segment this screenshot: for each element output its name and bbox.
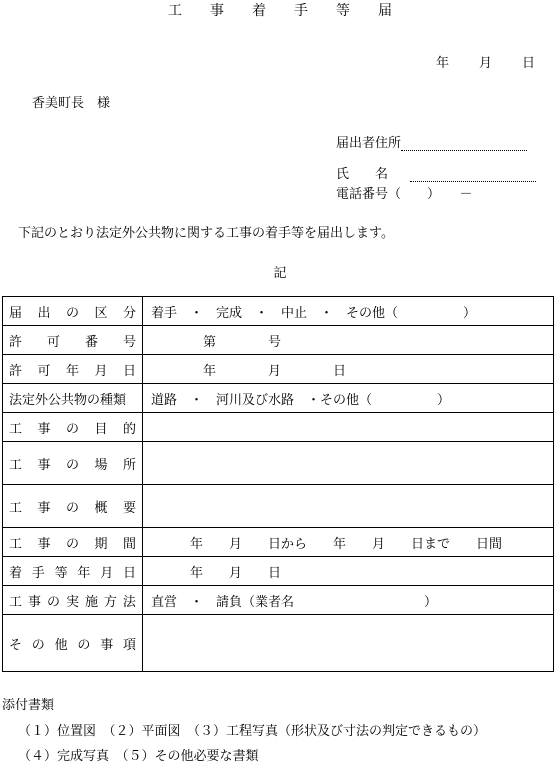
title-char: 届 — [378, 3, 392, 19]
label-char: 他 — [54, 637, 68, 653]
applicant-address-label: 届出者住所 — [336, 136, 402, 151]
row-label-text — [9, 562, 136, 581]
row-label — [3, 615, 143, 672]
row-label — [3, 297, 143, 326]
title-char: 工 — [168, 3, 182, 19]
label-char: の — [65, 305, 79, 321]
label-char: 所 — [122, 457, 136, 473]
row-label-text — [9, 418, 136, 437]
row-value[interactable] — [143, 413, 554, 442]
label-char: の — [65, 421, 79, 437]
row-value[interactable] — [143, 615, 554, 672]
label-char: の — [46, 594, 60, 610]
label-char: 事 — [37, 457, 51, 473]
row-value[interactable]: 直営 ・ 請負（業者名 ） — [143, 586, 554, 615]
row-label-text — [9, 331, 136, 350]
row-value[interactable]: 道路 ・ 河川及び水路 ・その他（ ） — [143, 384, 554, 413]
date-month: 月 — [479, 56, 493, 71]
row-label-text — [9, 634, 136, 653]
label-char: 号 — [122, 334, 136, 350]
title-char: 事 — [210, 3, 224, 19]
label-char: 届 — [9, 305, 23, 321]
row-label — [3, 413, 143, 442]
label-char: 要 — [122, 500, 136, 516]
applicant-address-row — [336, 132, 527, 151]
label-char: 事 — [37, 421, 51, 437]
title-char: 手 — [294, 3, 308, 19]
date-day: 日 — [522, 56, 536, 71]
label-char: 区 — [94, 305, 108, 321]
label-char: 可 — [46, 334, 60, 350]
row-value[interactable] — [143, 442, 554, 485]
label-char: 年 — [65, 363, 79, 379]
title-char: 等 — [336, 3, 350, 19]
label-char: 出 — [37, 305, 51, 321]
label-char: 年 — [77, 565, 91, 581]
label-char: 月 — [94, 363, 108, 379]
label-char: 事 — [37, 536, 51, 552]
row-label-text: 法定外公共物の種類 — [9, 392, 127, 408]
table-row — [3, 528, 554, 557]
row-label — [3, 355, 143, 384]
row-label-text — [9, 497, 136, 516]
row-label — [3, 384, 143, 413]
row-value[interactable]: 年 月 日 — [143, 557, 554, 586]
applicant-phone-label: 電話番号（ ） － — [336, 187, 473, 202]
table-row — [3, 326, 554, 355]
document-title — [0, 0, 560, 20]
notification-table — [2, 296, 554, 672]
label-char: の — [77, 637, 91, 653]
row-value[interactable]: 着手 ・ 完成 ・ 中止 ・ その他（ ） — [143, 297, 554, 326]
label-char: 許 — [9, 363, 23, 379]
row-label — [3, 586, 143, 615]
label-char: 可 — [37, 363, 51, 379]
applicant-name-field[interactable] — [410, 167, 536, 182]
applicant-address-field[interactable] — [401, 136, 527, 151]
date-line — [436, 52, 560, 71]
label-char: 等 — [54, 565, 68, 581]
table-row — [3, 586, 554, 615]
row-label-text — [9, 360, 136, 379]
label-char: 事 — [37, 500, 51, 516]
label-char: 工 — [9, 457, 23, 473]
table-row — [3, 615, 554, 672]
row-label — [3, 326, 143, 355]
attachments-line-2: （４）完成写真 （５）その他必要な書類 — [18, 749, 259, 764]
label-char: の — [65, 500, 79, 516]
row-label — [3, 557, 143, 586]
row-label-text — [9, 302, 136, 321]
label-char: 事 — [27, 594, 41, 610]
label-char: そ — [9, 637, 23, 653]
label-char: の — [65, 536, 79, 552]
row-label — [3, 442, 143, 485]
applicant-name-row — [336, 163, 536, 182]
row-label-text — [9, 533, 136, 552]
row-label-text — [9, 591, 136, 610]
date-year: 年 — [436, 56, 450, 71]
label-char: 着 — [9, 565, 23, 581]
label-char: 期 — [94, 536, 108, 552]
label-char: 法 — [122, 594, 136, 610]
label-char: 日 — [122, 363, 136, 379]
label-char: 的 — [122, 421, 136, 437]
label-char: 工 — [9, 536, 23, 552]
label-char: 事 — [100, 637, 114, 653]
label-char: 方 — [103, 594, 117, 610]
intro-text: 下記のとおり法定外公共物に関する工事の着手等を届出します。 — [18, 226, 394, 241]
table-row — [3, 442, 554, 485]
table-row — [3, 384, 554, 413]
addressee: 香美町長 様 — [32, 96, 111, 111]
table-row — [3, 297, 554, 326]
label-char: 工 — [9, 500, 23, 516]
label-char: 工 — [9, 594, 23, 610]
label-char: 手 — [31, 565, 45, 581]
applicant-name-label: 氏 名 — [336, 167, 389, 182]
label-char: 許 — [9, 334, 23, 350]
row-label-text — [9, 454, 136, 473]
label-char: の — [65, 457, 79, 473]
label-char: 日 — [122, 565, 136, 581]
row-value[interactable]: 第 号 — [143, 326, 554, 355]
label-char: 間 — [122, 536, 136, 552]
table-row — [3, 355, 554, 384]
row-value[interactable]: 年 月 日 — [143, 355, 554, 384]
row-value[interactable]: 年 月 日から 年 月 日まで 日間 — [143, 528, 554, 557]
table-row — [3, 557, 554, 586]
label-char: 施 — [84, 594, 98, 610]
label-char: の — [31, 637, 45, 653]
ki-heading: 記 — [273, 266, 287, 281]
row-label — [3, 528, 143, 557]
label-char: 番 — [84, 334, 98, 350]
label-char: 目 — [94, 421, 108, 437]
label-char: 月 — [100, 565, 114, 581]
label-char: 場 — [94, 457, 108, 473]
attachments-line-1: （１）位置図 （２）平面図 （３）工程写真（形状及び寸法の判定できるもの） — [18, 724, 487, 739]
row-label — [3, 485, 143, 528]
attachments-title: 添付書類 — [2, 698, 55, 713]
label-char: 項 — [122, 637, 136, 653]
title-char: 着 — [252, 3, 266, 19]
label-char: 実 — [65, 594, 79, 610]
table-row — [3, 485, 554, 528]
label-char: 工 — [9, 421, 23, 437]
row-value[interactable] — [143, 485, 554, 528]
table-row — [3, 413, 554, 442]
label-char: 分 — [122, 305, 136, 321]
label-char: 概 — [94, 500, 108, 516]
